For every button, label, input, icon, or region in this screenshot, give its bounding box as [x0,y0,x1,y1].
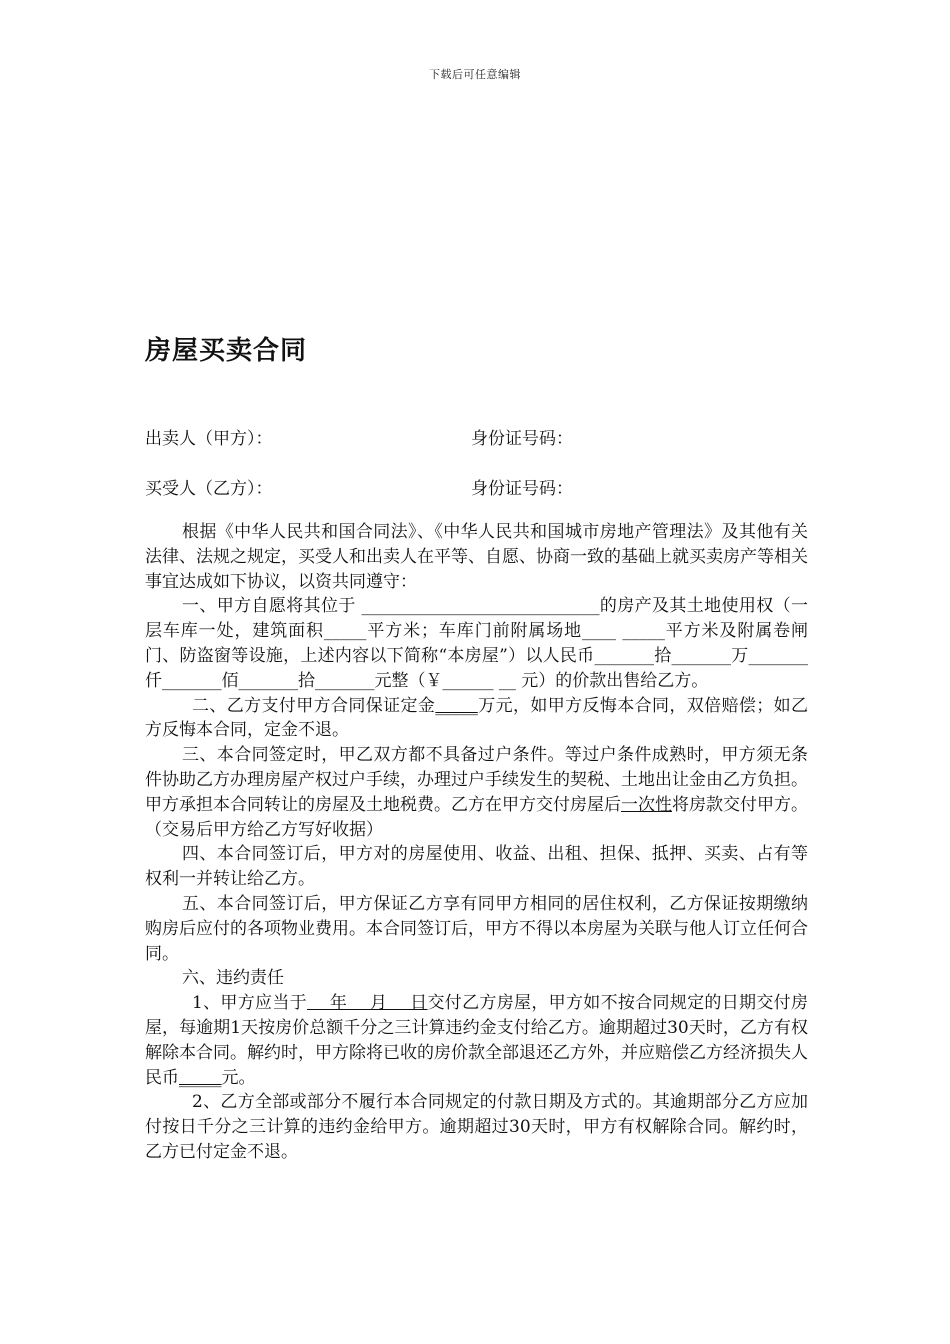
delivery-date-blank: 年 月 日 [306,993,428,1014]
buyer-id-label: 身份证号码： [471,479,573,499]
clause-2-text-b: 万元，如甲方反悔本合同，双倍赔偿；如乙方反悔本合同，定金不退。 [145,695,809,741]
seller-id-label: 身份证号码： [471,429,573,449]
buyer-label: 买受人（乙方）： [145,479,273,499]
clause-5: 五、本合同签订后，甲方保证乙方享有同甲方相同的居住权利，乙方保证按期缴纳购房后应付的各项物业费用。本合同签订后，甲方不得以本房屋为关联与他人订立任何合同。 [145,893,808,964]
clause-6-1-text-b: 交付乙方房屋，甲方如不按合同规定的日期交付房屋，每逾期1天按房价总额千分之三计算违约金支付给乙方。逾期超过30天时，乙方有权解除本合同。解约时，甲方除将已收的房价款全部退还乙方外，并应赔偿乙方经济损失人民币 [145,993,808,1088]
clause-6-1-text-a: 1、甲方应当于 [192,993,307,1014]
document-title: 房屋买卖合同 [145,336,308,366]
clause-4: 四、本合同签订后，甲方对的房屋使用、收益、出租、担保、抵押、买卖、占有等权利一并转让给乙方。 [145,844,808,890]
deposit-blank: _____ [435,695,478,716]
clause-3-underlined: 一次性 [621,794,672,815]
clause-1: 一、甲方自愿将其位于 ____________________________的房产及其土地使用权（一层车库一处，建筑面积_____平方米；车库门前附属场地____ _____平方米及附属卷闸门、防盗窗等设施，上述内容以下简称“本房屋”）以人民币_______拾_______万_______仟_______佰_______拾_______元整（￥______ __ 元）的价款出售给乙方。 [145,596,808,691]
clause-3 [145,743,808,842]
clause-6-1 [145,991,808,1090]
header-note: 下载后可任意编辑 [429,68,521,81]
compensation-blank: _____ [179,1067,222,1088]
contract-body [145,520,808,1165]
clause-2 [145,694,808,744]
clause-3-text-a: 三、本合同签定时，甲乙双方都不具备过户条件。等过户条件成熟时，甲方须无条件协助乙方办理房屋产权过户手续，办理过户手续发生的契税、土地出让金由乙方负担。甲方承担本合同转让的房屋及土地税费。乙方在甲方交付房屋后 [145,745,808,815]
clause-6-2: 2、乙方全部或部分不履行本合同规定的付款日期及方式的。其逾期部分乙方应加付按日千分之三计算的违约金给甲方。逾期超过30天时，甲方有权解除合同。解约时，乙方已付定金不退。 [145,1092,808,1162]
clause-6-heading: 六、违约责任 [182,968,284,989]
seller-label: 出卖人（甲方）： [145,429,273,449]
clause-2-text-a: 二、乙方支付甲方合同保证定金 [192,695,436,716]
intro-paragraph: 根据《中华人民共和国合同法》、《中华人民共和国城市房地产管理法》及其他有关法律、法规之规定，买受人和出卖人在平等、自愿、协商一致的基础上就买卖房产等相关事宜达成如下协议，以资共同遵守： [145,522,808,592]
clause-6-1-text-c: 元。 [221,1067,256,1088]
clause-3-text-b: 将房款交付甲方。（交易后甲方给乙方写好收据） [145,794,808,840]
